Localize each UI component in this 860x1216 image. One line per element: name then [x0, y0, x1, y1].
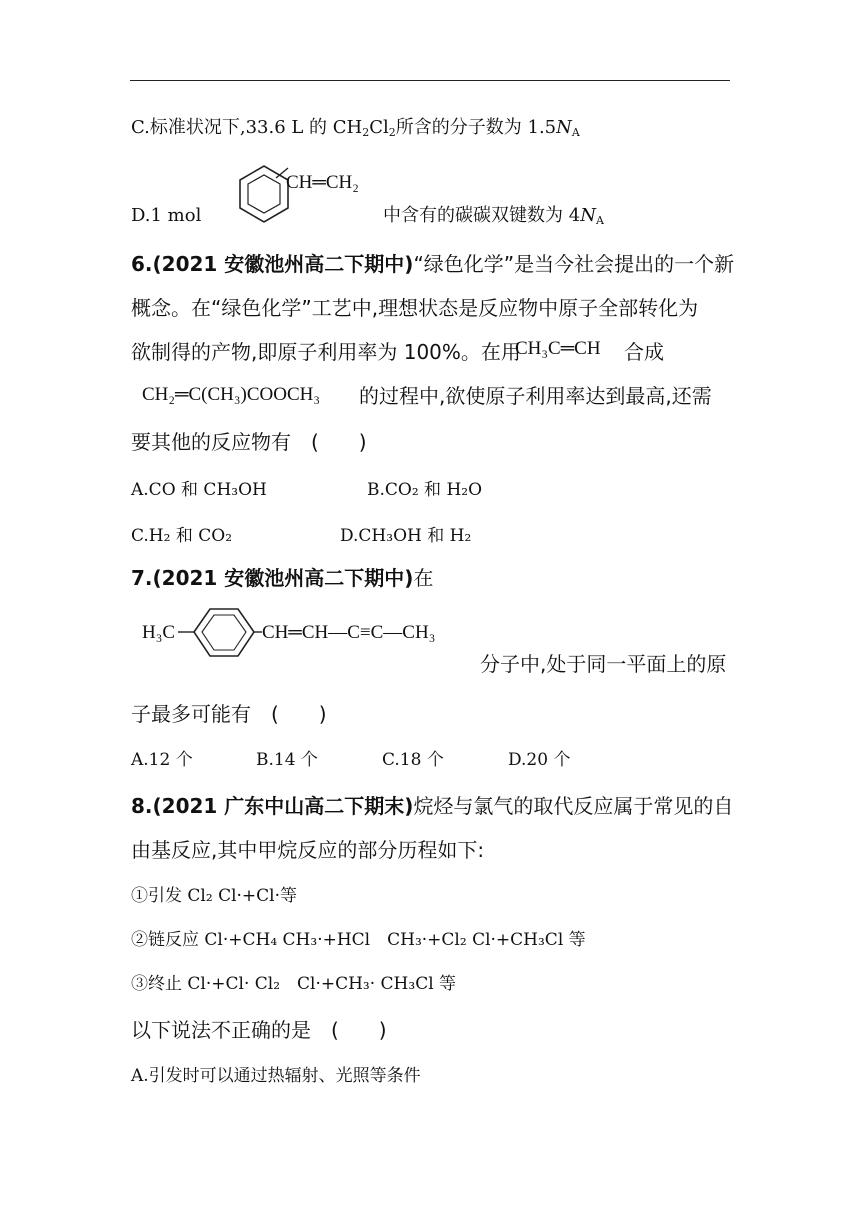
- question-source: (2021 安徽池州高二下期中): [152, 566, 414, 590]
- styrene-structure: [212, 150, 382, 240]
- option-text: D.1 mol: [131, 205, 202, 226]
- q6-line2: [131, 296, 698, 320]
- q7-line1: [131, 566, 433, 590]
- question-text: 以下说法不正确的是 ( ): [131, 1018, 387, 1042]
- q8-line1: [131, 794, 733, 818]
- q7-line3: [131, 702, 327, 726]
- q6-line1: [131, 252, 734, 276]
- option-d-label: [131, 204, 201, 228]
- question-text: 分子中,处于同一平面上的原: [480, 652, 727, 676]
- styrene-vinyl-label: CH═CH₂: [286, 172, 359, 193]
- q8-line2: [131, 838, 484, 862]
- question-text: 烷烃与氯气的取代反应属于常见的自: [413, 794, 734, 818]
- question-text: 的过程中,欲使原子利用率达到最高,还需: [359, 384, 712, 408]
- q6-option-c: C.H₂ 和 CO₂: [131, 526, 233, 546]
- q8-option-a: A.引发时可以通过热辐射、光照等条件: [131, 1066, 421, 1086]
- question-text: 子最多可能有 ( ): [131, 702, 327, 726]
- header-rule: [130, 80, 730, 81]
- q6-line3: [131, 340, 521, 364]
- option-label: C.: [131, 117, 150, 138]
- q6-line3b: [624, 340, 664, 364]
- q6-option-d: D.CH₃OH 和 H₂: [340, 526, 472, 546]
- q8-step-initiation: ①引发 Cl₂ Cl·+Cl·等: [131, 886, 298, 906]
- q6-line5: [131, 430, 367, 454]
- subscript: 2: [362, 126, 370, 139]
- question-text: 由基反应,其中甲烷反应的部分历程如下:: [131, 838, 485, 862]
- question-number: 6.: [131, 252, 153, 276]
- q8-question: [131, 1018, 387, 1042]
- question-number: 8.: [131, 794, 153, 818]
- question-text: 概念。在“绿色化学”工艺中,理想状态是反应物中原子全部转化为: [131, 296, 699, 320]
- avogadro-symbol: N: [556, 117, 572, 138]
- option-text: 中含有的碳碳双键数为 4: [383, 205, 581, 226]
- q7-option-a: A.12 个: [131, 750, 193, 770]
- q7-structure: [138, 596, 478, 686]
- question-text: “绿色化学”是当今社会提出的一个新: [413, 252, 735, 276]
- option-text: 标准状况下,33.6 L 的 CH: [149, 117, 363, 138]
- option-text: 所含的分子数为 1.5: [395, 117, 557, 138]
- q7-line2: [480, 652, 726, 676]
- q6-option-b: B.CO₂ 和 H₂O: [367, 480, 483, 500]
- subscript: 2: [388, 126, 396, 139]
- q7-option-b: B.14 个: [256, 750, 318, 770]
- question-text: 合成: [624, 340, 664, 364]
- q8-step-propagation: ②链反应 Cl·+CH₄ CH₃·+HCl CH₃·+Cl₂ Cl·+CH₃Cl 等: [131, 930, 586, 950]
- q6-line4: [359, 384, 712, 408]
- q8-step-termination: ③终止 Cl·+Cl· Cl₂ Cl·+CH₃· CH₃Cl 等: [131, 974, 457, 994]
- q6-option-a: A.CO 和 CH₃OH: [131, 480, 267, 500]
- q7-option-c: C.18 个: [382, 750, 444, 770]
- question-source: (2021 安徽池州高二下期中): [152, 252, 414, 276]
- avogadro-symbol: N: [580, 205, 596, 226]
- option-d-text: [383, 204, 604, 228]
- question-number: 7.: [131, 566, 153, 590]
- structure-left-group: H₃C: [142, 622, 176, 643]
- option-c-line: [131, 116, 580, 140]
- structure-right-chain: CH═CH—C≡C—CH₃: [262, 622, 436, 643]
- q7-option-d: D.20 个: [508, 750, 571, 770]
- question-text: 在: [413, 566, 434, 590]
- question-text: 要其他的反应物有 ( ): [131, 430, 367, 454]
- question-source: (2021 广东中山高二下期末): [152, 794, 414, 818]
- subscript: A: [595, 214, 604, 227]
- option-text: Cl: [369, 117, 389, 138]
- q6-reactant-formula: CH₃C═CH: [515, 338, 601, 359]
- question-text: 欲制得的产物,即原子利用率为 100%。在用: [131, 340, 521, 364]
- subscript: A: [571, 126, 580, 139]
- q6-product-formula: CH₂═C(CH₃)COOCH₃: [142, 384, 320, 405]
